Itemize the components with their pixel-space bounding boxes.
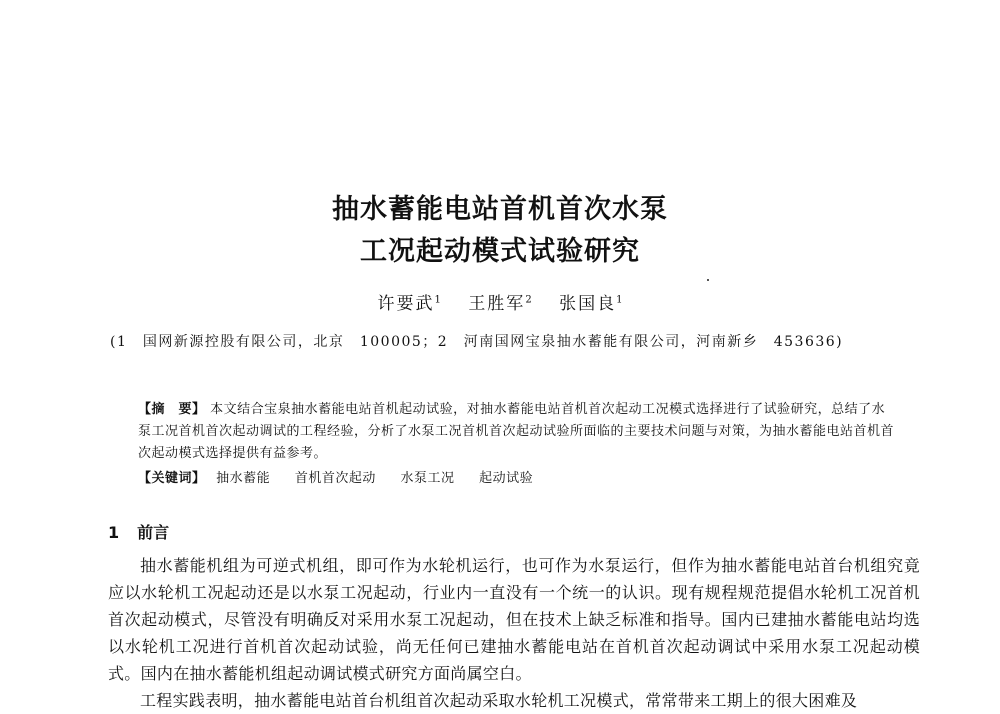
author-affil-mark: 2 — [525, 294, 532, 306]
author-3 — [559, 294, 622, 314]
keyword: 首机首次起动 — [294, 471, 376, 486]
paragraph: 工程实践表明，抽水蓄能电站首台机组首次起动采取水轮机工况模式，常常带来工期上的很大困难及 — [140, 691, 858, 710]
author-name: 许要武 — [377, 294, 435, 314]
author-name: 张国良 — [559, 294, 617, 314]
section-title: 前言 — [137, 523, 170, 542]
keyword: 起动试验 — [479, 471, 534, 486]
affiliations: (1 国网新源控股有限公司，北京 100005；2 河南国网宝泉抽水蓄能有限公司，河南新乡 453636) — [110, 334, 844, 350]
scan-speck — [707, 279, 709, 281]
abstract-text: 本文结合宝泉抽水蓄能电站首机起动试验，对抽水蓄能电站首机首次起动工况模式选择进行了试验研究，总结了水泵工况首机首次起动调试的工程经验，分析了水泵工况首机首次起动试验所面临的主要技术问题与对策，为抽水蓄能电站首机首次起动模式选择提供有益参考。 — [138, 402, 895, 461]
abstract — [138, 399, 898, 465]
keywords — [138, 468, 898, 490]
section-heading — [108, 520, 169, 543]
author-affil-mark: 1 — [434, 294, 441, 306]
keyword: 抽水蓄能 — [216, 471, 271, 486]
abstract-label: 【摘 要】 — [138, 402, 206, 417]
author-list — [0, 289, 1000, 314]
paper-title-line-2: 工况起动模式试验研究 — [360, 236, 640, 267]
keyword: 水泵工况 — [400, 471, 455, 486]
body-text — [108, 552, 920, 714]
author-1 — [378, 294, 441, 314]
author-name: 王胜军 — [468, 294, 526, 314]
author-2 — [468, 294, 531, 314]
section-number: 1 — [108, 523, 120, 542]
paragraph: 抽水蓄能机组为可逆式机组，即可作为水轮机运行，也可作为水泵运行，但作为抽水蓄能电站首台机组究竟应以水轮机工况起动还是以水泵工况起动，行业内一直没有一个统一的认识。现有规程规范提倡水轮机工况首机首次起动模式，尽管没有明确反对采用水泵工况起动，但在技术上缺乏标准和指导。国内已建抽水蓄能电站均选以水轮机工况进行首机首次起动试验，尚无任何已建抽水蓄能电站在首机首次起动调试中采用水泵工况起动模式。国内在抽水蓄能机组起动调试模式研究方面尚属空白。 — [108, 556, 920, 683]
keywords-label: 【关键词】 — [138, 471, 206, 486]
paper-title-line-1: 抽水蓄能电站首机首次水泵 — [332, 194, 668, 225]
author-affil-mark: 1 — [616, 294, 623, 306]
